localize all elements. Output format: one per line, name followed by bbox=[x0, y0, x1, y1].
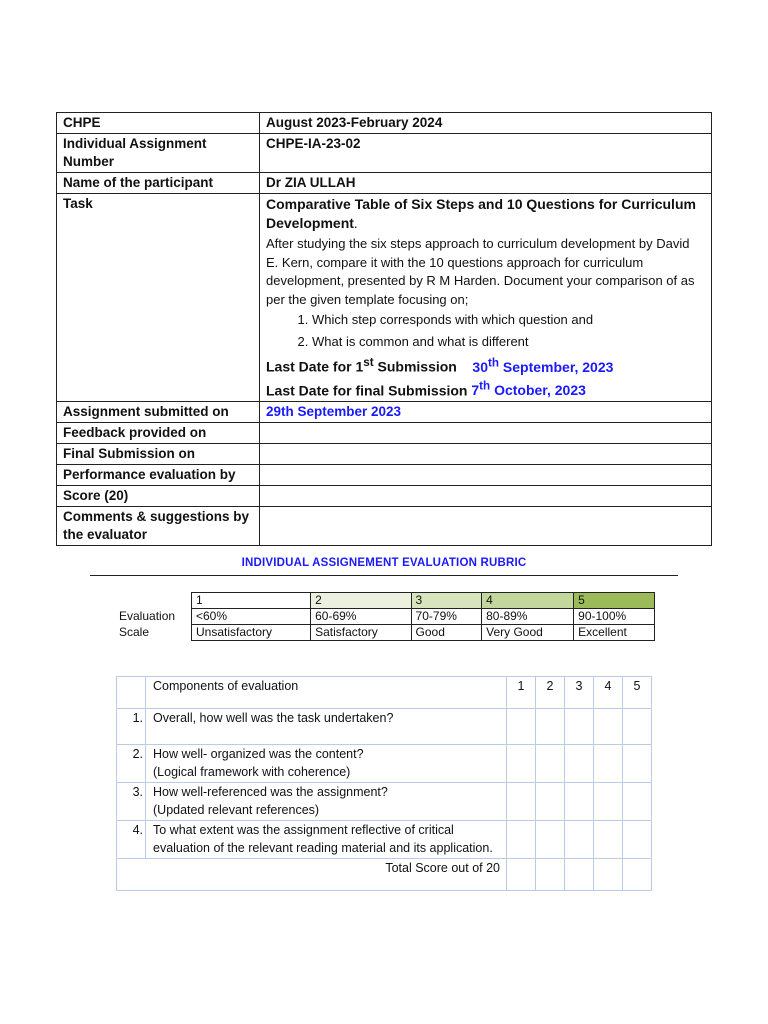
score-cell bbox=[536, 783, 565, 821]
scale-range-cell: <60% bbox=[192, 609, 311, 625]
table-row bbox=[117, 821, 652, 859]
scale-range-cell: 90-100% bbox=[574, 609, 655, 625]
submitted-label: Assignment submitted on bbox=[57, 402, 260, 423]
performance-label: Performance evaluation by bbox=[57, 465, 260, 486]
item-text: To what extent was the assignment reflective of critical evaluation of the relevant reading material and its application. bbox=[146, 821, 507, 859]
scale-range-cell: 70-79% bbox=[411, 609, 482, 625]
table-row bbox=[117, 709, 652, 745]
participant-value: Dr ZIA ULLAH bbox=[260, 173, 712, 194]
score-cell bbox=[536, 859, 565, 891]
table-row bbox=[57, 423, 712, 444]
task-label: Task bbox=[57, 194, 260, 402]
submitted-value: 29th September 2023 bbox=[260, 402, 712, 423]
scale-score-cell: 2 bbox=[311, 593, 411, 609]
table-row bbox=[57, 465, 712, 486]
program-value: August 2023-February 2024 bbox=[260, 113, 712, 134]
scale-desc-cell: Excellent bbox=[574, 625, 655, 641]
score-cell bbox=[623, 745, 652, 783]
scale-score-cell: 4 bbox=[482, 593, 574, 609]
scale-desc-cell: Good bbox=[411, 625, 482, 641]
components-header: Components of evaluation bbox=[146, 677, 507, 709]
scale-score-cell: 1 bbox=[192, 593, 311, 609]
task-points-list bbox=[266, 309, 705, 353]
table-row bbox=[57, 486, 712, 507]
table-row bbox=[57, 507, 712, 546]
score-cell bbox=[507, 821, 536, 859]
participant-label: Name of the participant bbox=[57, 173, 260, 194]
evaluation-scale-table bbox=[115, 592, 655, 641]
scale-score-cell: 5 bbox=[574, 593, 655, 609]
final-submission-deadline: Last Date for final Submission 7th October, 2023 bbox=[266, 379, 586, 399]
score-cell bbox=[594, 709, 623, 745]
comments-label: Comments & suggestions by the evaluator bbox=[57, 507, 260, 546]
assignment-number-label: Individual Assignment Number bbox=[57, 134, 260, 173]
score-cell bbox=[565, 745, 594, 783]
feedback-value bbox=[260, 423, 712, 444]
table-row bbox=[117, 745, 652, 783]
evaluation-components-table bbox=[116, 676, 652, 891]
final-submission-label: Final Submission on bbox=[57, 444, 260, 465]
score-cell bbox=[623, 859, 652, 891]
score-cell bbox=[565, 821, 594, 859]
score-header: 2 bbox=[536, 677, 565, 709]
number-cell bbox=[117, 677, 146, 709]
rubric-title: INDIVIDUAL ASSIGNEMENT EVALUATION RUBRIC bbox=[241, 557, 527, 569]
assignment-number-value: CHPE-IA-23-02 bbox=[260, 134, 712, 173]
item-number: 4. bbox=[117, 821, 146, 859]
score-cell bbox=[565, 859, 594, 891]
score-cell bbox=[623, 821, 652, 859]
performance-value bbox=[260, 465, 712, 486]
item-number: 1. bbox=[117, 709, 146, 745]
table-row bbox=[117, 783, 652, 821]
table-row bbox=[117, 677, 652, 709]
list-item: 2. What is common and what is different bbox=[312, 331, 705, 353]
final-submission-value bbox=[260, 444, 712, 465]
table-row bbox=[57, 444, 712, 465]
scale-range-cell: 80-89% bbox=[482, 609, 574, 625]
feedback-label: Feedback provided on bbox=[57, 423, 260, 444]
table-row bbox=[57, 402, 712, 423]
score-header: 3 bbox=[565, 677, 594, 709]
score-header: 5 bbox=[623, 677, 652, 709]
item-number: 2. bbox=[117, 745, 146, 783]
score-cell bbox=[623, 783, 652, 821]
score-cell bbox=[536, 745, 565, 783]
table-row bbox=[115, 609, 655, 625]
score-cell bbox=[594, 821, 623, 859]
assignment-info-table bbox=[56, 112, 712, 546]
task-description: After studying the six steps approach to curriculum development by David E. Kern, compare it with the 10 questions approach for curriculum development, presented by R M Harden. Document your comparison of as per the given template focusing on; bbox=[266, 236, 695, 307]
first-submission-deadline: Last Date for 1st Submission 30th September, 2023 bbox=[266, 356, 614, 375]
score-cell bbox=[594, 783, 623, 821]
score-cell bbox=[536, 821, 565, 859]
score-cell bbox=[507, 745, 536, 783]
score-value bbox=[260, 486, 712, 507]
table-row bbox=[57, 173, 712, 194]
table-row bbox=[115, 593, 655, 609]
total-score-label: Total Score out of 20 bbox=[117, 859, 507, 891]
score-cell bbox=[594, 859, 623, 891]
scale-label-2: Scale bbox=[119, 625, 150, 639]
scale-desc-cell: Satisfactory bbox=[311, 625, 411, 641]
program-label: CHPE bbox=[57, 113, 260, 134]
comments-value bbox=[260, 507, 712, 546]
score-cell bbox=[565, 783, 594, 821]
table-row bbox=[117, 859, 652, 891]
item-number: 3. bbox=[117, 783, 146, 821]
score-cell bbox=[507, 783, 536, 821]
scale-range-cell: 60-69% bbox=[311, 609, 411, 625]
score-cell bbox=[536, 709, 565, 745]
task-cell bbox=[260, 194, 712, 402]
table-row bbox=[115, 625, 655, 641]
list-item: 1. Which step corresponds with which question and bbox=[312, 309, 705, 331]
item-text: Overall, how well was the task undertaken? bbox=[146, 709, 507, 745]
table-row bbox=[57, 194, 712, 402]
scale-score-cell: 3 bbox=[411, 593, 482, 609]
score-cell bbox=[594, 745, 623, 783]
scale-label-spacer bbox=[115, 593, 192, 609]
divider bbox=[90, 575, 678, 576]
scale-desc-cell: Very Good bbox=[482, 625, 574, 641]
table-row bbox=[57, 134, 712, 173]
table-row bbox=[57, 113, 712, 134]
scale-desc-cell: Unsatisfactory bbox=[192, 625, 311, 641]
score-cell bbox=[507, 859, 536, 891]
item-text: How well- organized was the content? (Logical framework with coherence) bbox=[146, 745, 507, 783]
score-header: 4 bbox=[594, 677, 623, 709]
score-cell bbox=[507, 709, 536, 745]
score-cell bbox=[565, 709, 594, 745]
score-header: 1 bbox=[507, 677, 536, 709]
score-label: Score (20) bbox=[57, 486, 260, 507]
scale-label-1: Evaluation bbox=[119, 609, 176, 623]
item-text: How well-referenced was the assignment? (Updated relevant references) bbox=[146, 783, 507, 821]
task-title: Comparative Table of Six Steps and 10 Questions for Curriculum Development. bbox=[266, 196, 696, 231]
score-cell bbox=[623, 709, 652, 745]
